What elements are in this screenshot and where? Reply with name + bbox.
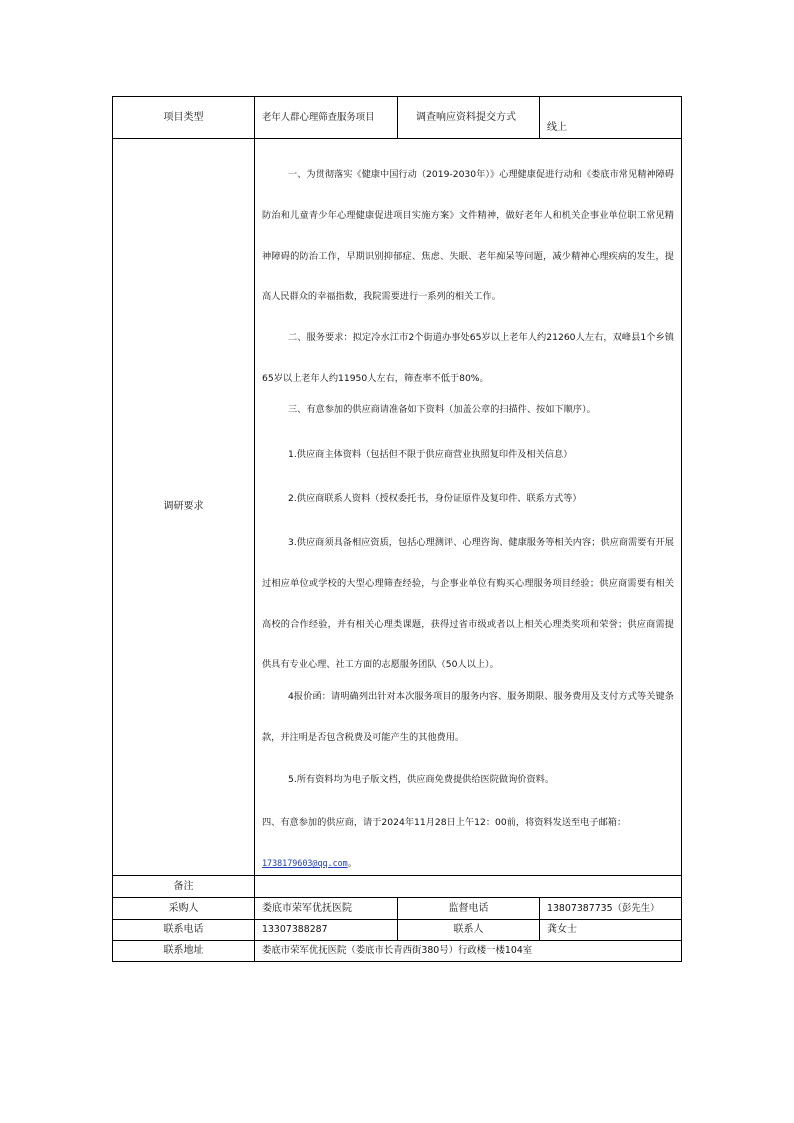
address-label: 联系地址	[163, 945, 204, 956]
address-value: 娄底市荣军优抚医院（娄底市长青西街380号）行政楼一楼104室	[262, 945, 533, 957]
project-name: 老年人群心理筛查服务项目	[262, 111, 375, 123]
submit-method-label: 调查响应资料提交方式	[416, 111, 516, 123]
project-type-label: 项目类型	[163, 111, 204, 123]
requirement-paragraph: 一、为贯彻落实《健康中国行动（2019-2030年）》心理健康促进行动和《娄底市常见精神障碍防治和儿童青少年心理健康促进项目实施方案》文件精神，做好老年人和机关企事业单位职工常见精神障碍的防治工作，早期识别抑郁症、焦虑、失眠、老年痴呆等问题，减少精神心理疾病的发生，提高人民群众的幸福指数，我院需要进行一系列的相关工作。	[262, 169, 674, 303]
requirement-paragraph: 1.供应商主体资料（包括但不限于供应商营业执照复印件及相关信息）	[288, 449, 573, 460]
contact-person-label: 联系人	[453, 924, 484, 935]
requirement-paragraph: 4报价函：请明确列出针对本次服务项目的服务内容、服务期限、服务费用及支付方式等关键条款，并注明是否包含税费及可能产生的其他费用。	[262, 691, 674, 743]
contact-phone-value: 13307388287	[262, 924, 328, 936]
requirement-paragraph: 二、服务要求：拟定冷水江市2个街道办事处65岁以上老年人约21260人左右，双峰县1个乡镇65岁以上老年人约11950人左右，筛查率不低于80%。	[262, 332, 674, 384]
buyer-value: 娄底市荣军优抚医院	[262, 902, 352, 914]
table-col-divider	[254, 96, 255, 962]
remark-label: 备注	[173, 880, 194, 892]
table-col-divider	[539, 897, 540, 940]
table-border-right	[681, 96, 682, 962]
supervise-phone-value: 13807387735（彭先生）	[547, 902, 660, 914]
requirements-label: 调研要求	[163, 501, 204, 512]
submit-method-value: 线上	[547, 122, 567, 133]
buyer-label: 采购人	[168, 902, 199, 914]
remark-value	[262, 876, 672, 897]
requirement-paragraph: 四、有意参加的供应商，请于2024年11月28日上午12：00前，将资料发送至电子邮箱：	[262, 817, 627, 828]
contact-phone-label: 联系电话	[163, 924, 204, 935]
requirement-paragraph: 5.所有资料均为电子版文档，供应商免费提供给医院做询价资料。	[288, 774, 555, 785]
table-col-divider	[539, 96, 540, 139]
table-border-bottom	[112, 961, 682, 962]
requirement-paragraph: 2.供应商联系人资料（授权委托书，身份证原件及复印件、联系方式等）	[288, 493, 582, 504]
email-link[interactable]: 1738179603@qq.com	[262, 858, 348, 868]
contact-person-value: 龚女士	[547, 924, 577, 935]
requirement-paragraph: 3.供应商须具备相应资质，包括心理测评、心理咨询、健康服务等相关内容；供应商需要有开展过相应单位或学校的大型心理筛查经验，与企事业单位有购买心理服务项目经验；供应商需要有相关高校的合作经验，并有相关心理类课题，获得过省市级或者以上相关心理类奖项和荣誉；供应商需提供具有专业心理、社工方面的志愿服务团队（50人以上）。	[262, 537, 674, 671]
email-suffix: 。	[347, 858, 357, 869]
supervise-phone-label: 监督电话	[448, 902, 489, 914]
requirement-paragraph: 三、有意参加的供应商请准备如下资料（加盖公章的扫描件、按如下顺序）。	[288, 404, 596, 415]
table-col-divider	[397, 96, 398, 139]
